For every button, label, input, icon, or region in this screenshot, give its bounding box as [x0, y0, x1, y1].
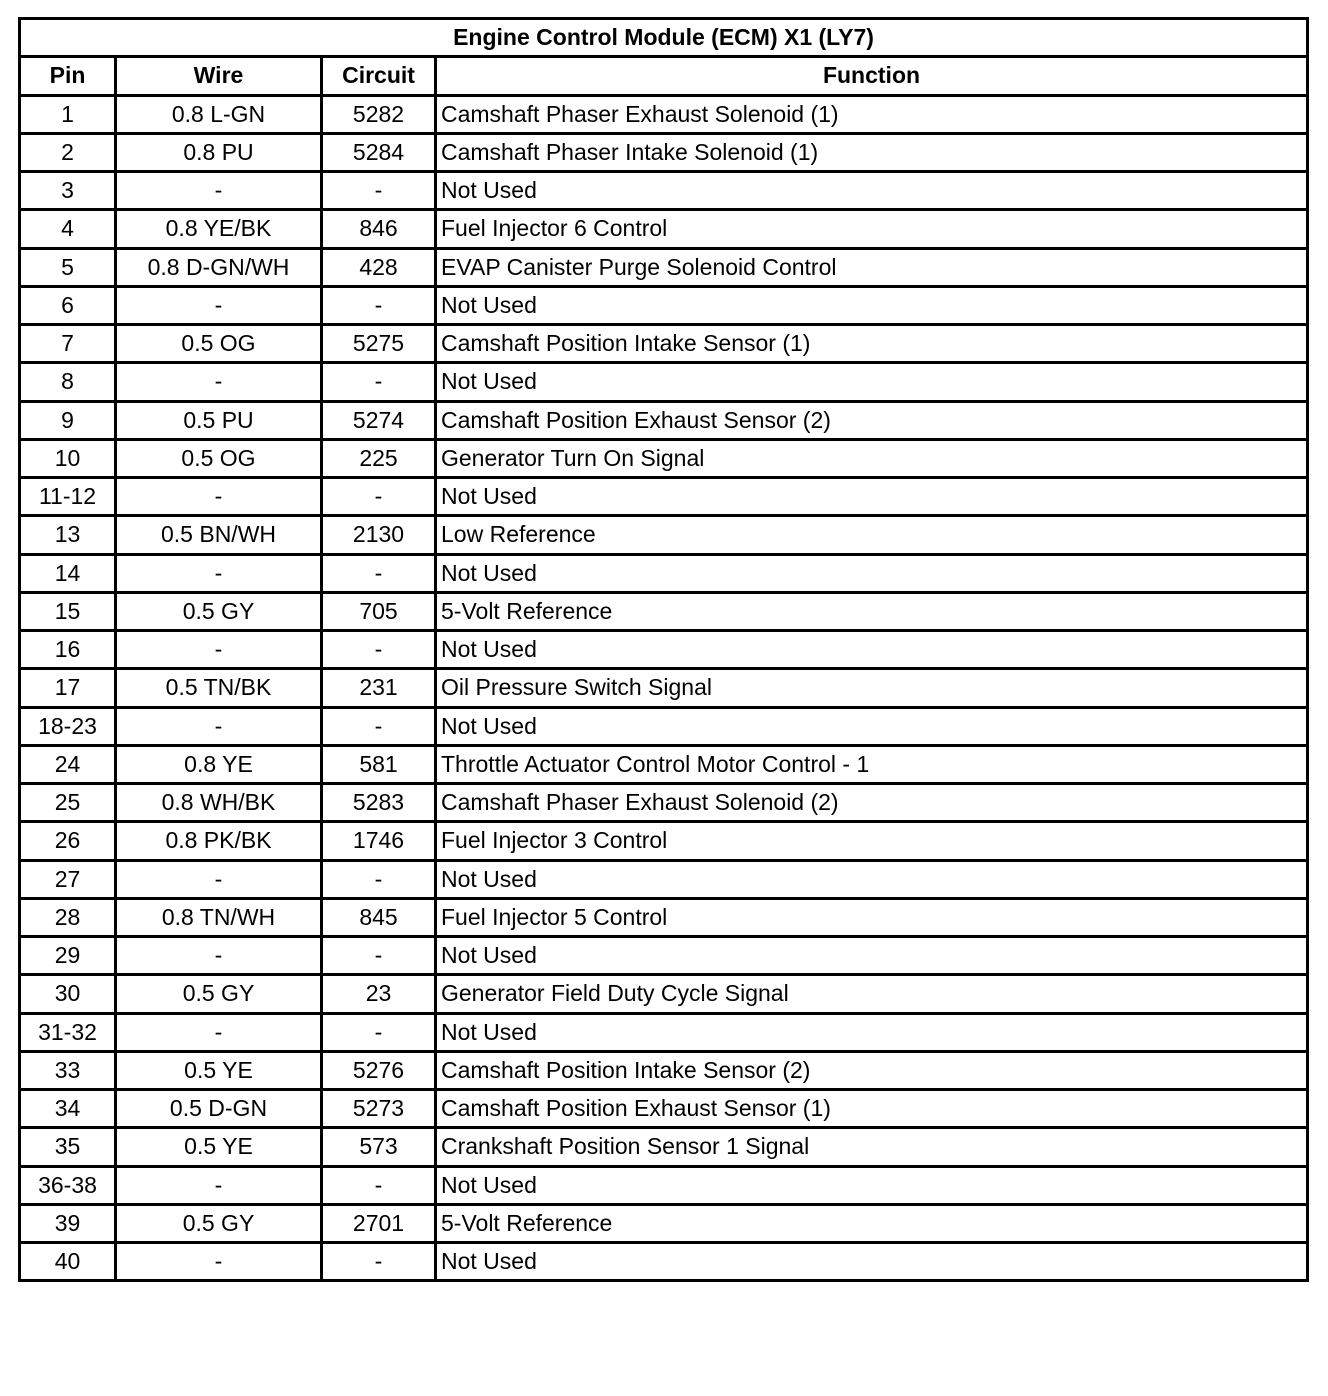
function-cell: Not Used	[436, 286, 1308, 324]
function-cell: Oil Pressure Switch Signal	[436, 669, 1308, 707]
wire-cell: -	[116, 172, 322, 210]
wire-cell: -	[116, 707, 322, 745]
wire-cell: 0.5 BN/WH	[116, 516, 322, 554]
function-cell: Fuel Injector 6 Control	[436, 210, 1308, 248]
function-cell: Not Used	[436, 1166, 1308, 1204]
wire-cell: -	[116, 363, 322, 401]
table-row	[20, 707, 1308, 745]
circuit-cell: 2130	[322, 516, 436, 554]
pin-cell: 2	[20, 133, 116, 171]
table-title-row	[20, 19, 1308, 57]
table-body	[20, 95, 1308, 1281]
wire-cell: 0.8 PK/BK	[116, 822, 322, 860]
circuit-cell: 5276	[322, 1051, 436, 1089]
table-row	[20, 1204, 1308, 1242]
circuit-cell: -	[322, 172, 436, 210]
circuit-cell: -	[322, 1166, 436, 1204]
circuit-cell: 5275	[322, 325, 436, 363]
function-cell: Not Used	[436, 707, 1308, 745]
circuit-cell: 573	[322, 1128, 436, 1166]
wire-cell: -	[116, 554, 322, 592]
wire-cell: -	[116, 860, 322, 898]
circuit-cell: 581	[322, 745, 436, 783]
wire-cell: -	[116, 286, 322, 324]
circuit-cell: -	[322, 860, 436, 898]
table-row	[20, 745, 1308, 783]
table-row	[20, 822, 1308, 860]
function-cell: Low Reference	[436, 516, 1308, 554]
function-cell: Not Used	[436, 478, 1308, 516]
table-row	[20, 592, 1308, 630]
table-row	[20, 1243, 1308, 1281]
pin-cell: 35	[20, 1128, 116, 1166]
function-cell: Not Used	[436, 937, 1308, 975]
pin-cell: 30	[20, 975, 116, 1013]
circuit-cell: 5274	[322, 401, 436, 439]
function-cell: Not Used	[436, 363, 1308, 401]
pin-cell: 24	[20, 745, 116, 783]
function-cell: Fuel Injector 3 Control	[436, 822, 1308, 860]
wire-cell: 0.5 YE	[116, 1128, 322, 1166]
pin-cell: 15	[20, 592, 116, 630]
wire-cell: -	[116, 1166, 322, 1204]
pin-cell: 11-12	[20, 478, 116, 516]
function-cell: EVAP Canister Purge Solenoid Control	[436, 248, 1308, 286]
circuit-cell: -	[322, 286, 436, 324]
pin-cell: 36-38	[20, 1166, 116, 1204]
function-cell: 5-Volt Reference	[436, 592, 1308, 630]
table-row	[20, 860, 1308, 898]
circuit-cell: 5284	[322, 133, 436, 171]
table-row	[20, 210, 1308, 248]
circuit-cell: 5283	[322, 784, 436, 822]
table-row	[20, 1090, 1308, 1128]
pin-cell: 16	[20, 631, 116, 669]
function-cell: Not Used	[436, 172, 1308, 210]
function-cell: Camshaft Position Exhaust Sensor (1)	[436, 1090, 1308, 1128]
pin-cell: 7	[20, 325, 116, 363]
table-row	[20, 401, 1308, 439]
pin-cell: 8	[20, 363, 116, 401]
wire-cell: 0.5 OG	[116, 439, 322, 477]
pin-cell: 6	[20, 286, 116, 324]
table-row	[20, 325, 1308, 363]
column-header-pin: Pin	[20, 57, 116, 95]
table-row	[20, 1166, 1308, 1204]
table-row	[20, 439, 1308, 477]
wire-cell: 0.5 GY	[116, 1204, 322, 1242]
table-row	[20, 172, 1308, 210]
function-cell: Crankshaft Position Sensor 1 Signal	[436, 1128, 1308, 1166]
function-cell: Not Used	[436, 554, 1308, 592]
function-cell: Camshaft Phaser Exhaust Solenoid (2)	[436, 784, 1308, 822]
column-header-function: Function	[436, 57, 1308, 95]
table-row	[20, 631, 1308, 669]
wire-cell: 0.5 TN/BK	[116, 669, 322, 707]
circuit-cell: 845	[322, 898, 436, 936]
table-header-row	[20, 57, 1308, 95]
circuit-cell: -	[322, 1013, 436, 1051]
function-cell: Not Used	[436, 1243, 1308, 1281]
table-row	[20, 784, 1308, 822]
circuit-cell: 2701	[322, 1204, 436, 1242]
function-cell: Camshaft Phaser Intake Solenoid (1)	[436, 133, 1308, 171]
wire-cell: -	[116, 1013, 322, 1051]
wire-cell: -	[116, 631, 322, 669]
circuit-cell: 1746	[322, 822, 436, 860]
function-cell: 5-Volt Reference	[436, 1204, 1308, 1242]
circuit-cell: 5273	[322, 1090, 436, 1128]
function-cell: Generator Field Duty Cycle Signal	[436, 975, 1308, 1013]
function-cell: Not Used	[436, 631, 1308, 669]
circuit-cell: 428	[322, 248, 436, 286]
pin-cell: 40	[20, 1243, 116, 1281]
circuit-cell: -	[322, 1243, 436, 1281]
pin-cell: 5	[20, 248, 116, 286]
wire-cell: 0.8 YE/BK	[116, 210, 322, 248]
function-cell: Not Used	[436, 1013, 1308, 1051]
circuit-cell: 225	[322, 439, 436, 477]
function-cell: Camshaft Position Exhaust Sensor (2)	[436, 401, 1308, 439]
function-cell: Camshaft Position Intake Sensor (1)	[436, 325, 1308, 363]
circuit-cell: -	[322, 631, 436, 669]
function-cell: Fuel Injector 5 Control	[436, 898, 1308, 936]
table-row	[20, 133, 1308, 171]
pin-cell: 1	[20, 95, 116, 133]
function-cell: Not Used	[436, 860, 1308, 898]
table-row	[20, 554, 1308, 592]
pin-cell: 27	[20, 860, 116, 898]
pin-cell: 33	[20, 1051, 116, 1089]
function-cell: Camshaft Phaser Exhaust Solenoid (1)	[436, 95, 1308, 133]
wire-cell: 0.5 PU	[116, 401, 322, 439]
table-row	[20, 248, 1308, 286]
circuit-cell: 846	[322, 210, 436, 248]
wire-cell: 0.5 D-GN	[116, 1090, 322, 1128]
pin-cell: 4	[20, 210, 116, 248]
table-title: Engine Control Module (ECM) X1 (LY7)	[20, 19, 1308, 57]
wire-cell: -	[116, 937, 322, 975]
circuit-cell: -	[322, 363, 436, 401]
circuit-cell: -	[322, 707, 436, 745]
wire-cell: 0.8 TN/WH	[116, 898, 322, 936]
pin-cell: 28	[20, 898, 116, 936]
pin-cell: 39	[20, 1204, 116, 1242]
table-row	[20, 1013, 1308, 1051]
circuit-cell: 5282	[322, 95, 436, 133]
wire-cell: 0.8 PU	[116, 133, 322, 171]
function-cell: Generator Turn On Signal	[436, 439, 1308, 477]
table-row	[20, 286, 1308, 324]
wire-cell: 0.8 WH/BK	[116, 784, 322, 822]
wire-cell: 0.8 L-GN	[116, 95, 322, 133]
wire-cell: 0.5 YE	[116, 1051, 322, 1089]
circuit-cell: -	[322, 554, 436, 592]
table-row	[20, 975, 1308, 1013]
pin-cell: 34	[20, 1090, 116, 1128]
function-cell: Throttle Actuator Control Motor Control - 1	[436, 745, 1308, 783]
table-row	[20, 516, 1308, 554]
table-row	[20, 669, 1308, 707]
column-header-circuit: Circuit	[322, 57, 436, 95]
table-row	[20, 478, 1308, 516]
table-row	[20, 95, 1308, 133]
wire-cell: -	[116, 1243, 322, 1281]
pin-cell: 31-32	[20, 1013, 116, 1051]
wire-cell: -	[116, 478, 322, 516]
wire-cell: 0.5 GY	[116, 975, 322, 1013]
table-row	[20, 1051, 1308, 1089]
wire-cell: 0.5 GY	[116, 592, 322, 630]
pin-cell: 17	[20, 669, 116, 707]
circuit-cell: -	[322, 478, 436, 516]
pin-cell: 9	[20, 401, 116, 439]
table-row	[20, 363, 1308, 401]
column-header-wire: Wire	[116, 57, 322, 95]
pin-cell: 29	[20, 937, 116, 975]
pin-cell: 3	[20, 172, 116, 210]
wire-cell: 0.5 OG	[116, 325, 322, 363]
pin-cell: 25	[20, 784, 116, 822]
circuit-cell: 231	[322, 669, 436, 707]
wire-cell: 0.8 YE	[116, 745, 322, 783]
table-row	[20, 937, 1308, 975]
table-row	[20, 1128, 1308, 1166]
function-cell: Camshaft Position Intake Sensor (2)	[436, 1051, 1308, 1089]
table-row	[20, 898, 1308, 936]
wire-cell: 0.8 D-GN/WH	[116, 248, 322, 286]
circuit-cell: 23	[322, 975, 436, 1013]
circuit-cell: -	[322, 937, 436, 975]
pin-cell: 18-23	[20, 707, 116, 745]
pin-cell: 10	[20, 439, 116, 477]
pin-cell: 13	[20, 516, 116, 554]
ecm-pinout-table	[18, 17, 1309, 1282]
circuit-cell: 705	[322, 592, 436, 630]
pin-cell: 14	[20, 554, 116, 592]
pin-cell: 26	[20, 822, 116, 860]
